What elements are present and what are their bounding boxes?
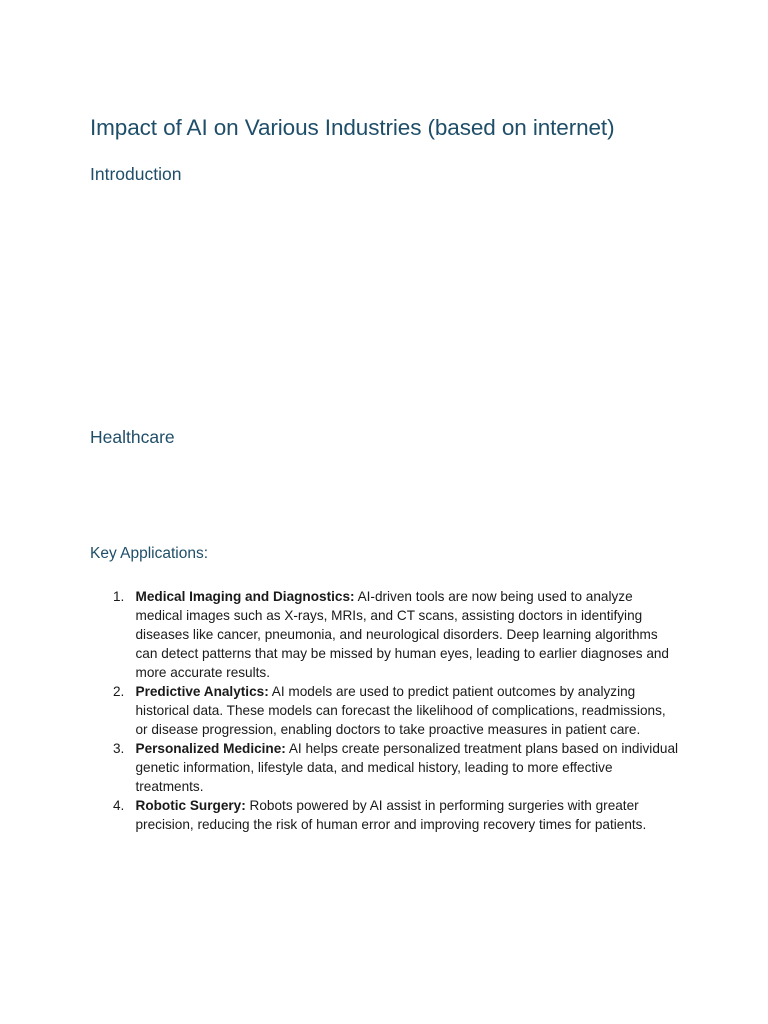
application-description: AI models are used to predict patient outcomes by analyzing historical data. These models can forecast the likelihood of complications, readmissions, or disease progression, enabling doctors to take proactive measures in patient care. — [135, 684, 666, 737]
heading-healthcare: Healthcare — [90, 427, 175, 447]
list-item — [90, 796, 680, 834]
list-item — [90, 682, 680, 739]
list-item — [90, 587, 680, 682]
list-number: 4. — [113, 798, 125, 813]
list-item — [90, 739, 680, 796]
document-title: Impact of AI on Various Industries (based on internet) — [90, 115, 615, 140]
application-term: Robotic Surgery: — [135, 798, 246, 813]
application-description: AI-driven tools are now being used to analyze medical images such as X-rays, MRIs, and CT scans, assisting doctors in identifying diseases like cancer, pneumonia, and neurological disorders. Deep learning algorithms can detect patterns that may be missed by human eyes, leading to earlier diagnoses and more accurate results. — [135, 589, 669, 680]
application-term: Personalized Medicine: — [135, 741, 286, 756]
application-term: Predictive Analytics: — [135, 684, 269, 699]
application-term: Medical Imaging and Diagnostics: — [135, 589, 355, 604]
heading-key-applications: Key Applications: — [90, 545, 209, 562]
list-number: 1. — [113, 589, 125, 604]
list-number: 3. — [113, 741, 125, 756]
heading-introduction: Introduction — [90, 164, 182, 184]
list-number: 2. — [113, 684, 125, 699]
application-description: Robots powered by AI assist in performing surgeries with greater precision, reducing the risk of human error and improving recovery times for patients. — [135, 798, 647, 832]
key-applications-list — [90, 587, 680, 834]
application-description: AI helps create personalized treatment plans based on individual genetic information, lifestyle data, and medical history, leading to more effective treatments. — [135, 741, 679, 794]
